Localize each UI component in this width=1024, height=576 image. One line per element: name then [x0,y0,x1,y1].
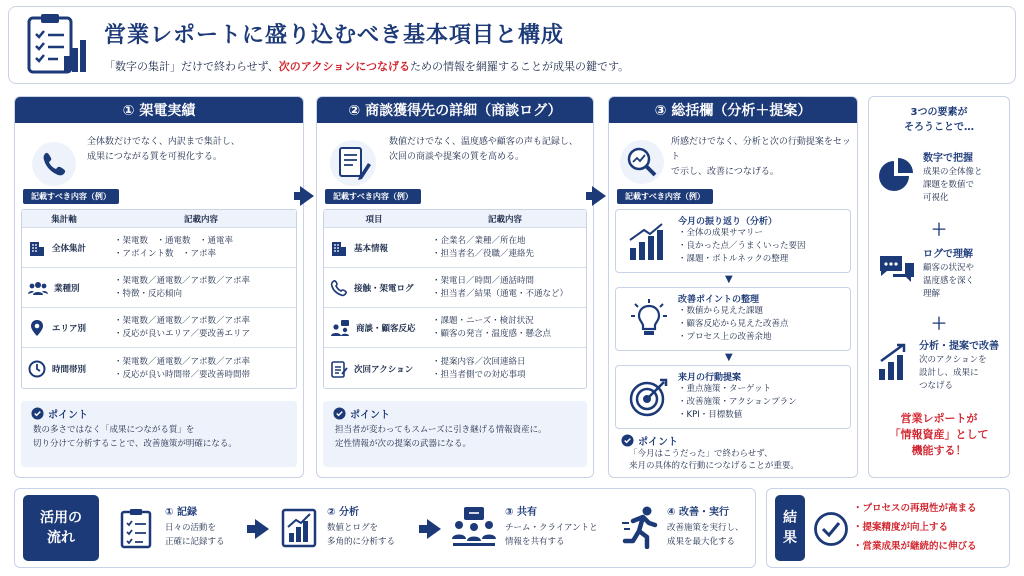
lightbulb-icon [630,298,668,340]
subtitle-highlight: 次のアクションにつなげる [278,60,411,73]
section-summary [608,96,858,478]
section-description: 全体数だけでなく、内訳まで集計し、 成果につながる質を可視化する。 [87,137,240,162]
table-row: 全体集計 ・架電数 ・通電数 ・通電率 ・アポイント数 ・アポ率 [22,227,296,267]
table-header: 集計軸 記載内容 [22,210,296,227]
target-icon [628,376,670,418]
analysis-chart-icon [281,507,319,549]
flow-arrow [247,519,269,539]
result-item: ・営業成果が継続的に伸びる [853,541,977,552]
flow-arrow [586,186,606,206]
location-pin-icon [28,319,46,337]
content-tag: 記載すべき内容（例） [325,189,421,204]
check-circle-icon [813,511,849,547]
pie-chart-icon [877,157,915,195]
table-row: 次回アクション ・提案内容／次回連絡日 ・担当者側での対応事項 [324,347,586,389]
content-table [323,209,587,389]
flow-arrow [419,519,441,539]
point-box: ポイント 担当者が変わってもスムーズに引き継げる情報資産に。 定性情報が次の提案の武器になる。 [323,401,587,467]
summary-box: 来月の行動提案 ・重点施策・ターゲット ・改善施策・アクションプラン ・KPI・目標数値 [615,365,851,429]
clipboard-icon [119,507,155,549]
section-title: ② 商談獲得先の詳細（商談ログ） [317,97,593,123]
table-row: 商談・顧客反応 ・課題・ニーズ・検討状況 ・顧客の発言・温度感・懸念点 [324,307,586,347]
phone-icon [330,279,348,297]
growth-chart-icon [628,222,668,262]
result-item: ・提案精度が向上する [853,522,949,533]
clock-icon [28,360,46,378]
summary-box: 改善ポイントの整理 ・数値から見えた課題 ・顧客反応から見えた改善点 ・プロセス上の改善余地 [615,287,851,351]
side-heading: 3つの要素が そろうことで… [904,107,974,133]
flow-arrow [294,186,314,206]
table-row: 接触・架電ログ ・架電日／時間／通話時間 ・担当者／結果（通電・不通など） [324,267,586,307]
section-call-results [14,96,304,478]
down-arrow-icon: ▼ [725,274,733,285]
usage-flow-panel: 活用の 流れ ① 記録 日々の活動を 正確に記録する ② 分析 数値とログを 多角的に分析する ③ 共有 チーム・クライアントと 情報を共有する ④ 改善・実行 改善施策を実行し、 成果を最大化する [14,488,756,568]
plus-sign: ＋ [930,220,947,239]
check-badge-icon [621,434,634,447]
table-header: 項目 記載内容 [324,210,586,227]
result-label: 結 果 [775,495,805,561]
content-table [21,209,297,389]
section-title: ① 架電実績 [15,97,303,123]
page-title: 営業レポートに盛り込むべき基本項目と構成 [104,23,565,48]
result-panel [766,488,1010,568]
chat-icon [877,253,917,289]
plus-sign: ＋ [930,314,947,333]
down-arrow-icon: ▼ [725,352,733,363]
check-badge-icon [31,407,44,420]
section-title: ③ 総括欄（分析＋提案） [609,97,857,123]
point-box: ポイント 数の多さではなく「成果につながる質」を 切り分けて分析することで、改善施策が明確になる。 [21,401,297,467]
section-deal-log [316,96,594,478]
phone-icon [31,141,77,187]
runner-icon [621,505,661,549]
page-subtitle: 「数字の集計」だけで終わらせず、次のアクションにつなげるための情報を網羅することが成果の鍵です。 [104,60,630,73]
magnifier-chart-icon [619,139,665,185]
people-icon [28,279,48,297]
table-row: エリア別 ・架電数／通電数／アポ数／アポ率 ・反応が良いエリア／要改善エリア [22,307,296,347]
section-description: 所感だけでなく、分析と次の行動提案をセット で示し、改善につなげる。 [671,137,851,177]
section-description: 数値だけでなく、温度感や顧客の声も記録し、 次回の商談や提案の質を高める。 [389,137,578,162]
team-share-icon [451,505,497,549]
building-icon [28,239,46,257]
summary-box: 今月の振り返り（分析） ・全体の成果サマリー ・良かった点／うまくいった要因 ・課題・ボトルネックの整理 [615,209,851,273]
clipboard-chart-icon [26,12,88,78]
result-list [853,499,977,556]
table-row: 業種別 ・架電数／通電数／アポ数／アポ率 ・特徴・反応傾向 [22,267,296,307]
table-row: 基本情報 ・企業名／業種／所在地 ・担当者名／役職／連絡先 [324,227,586,267]
bar-growth-icon [877,343,913,381]
check-badge-icon [333,407,346,420]
meeting-icon [330,319,350,337]
point-box: ポイント 「今月はこうだった」で終わらせず、 来月の具体的な行動につなげることが重要。 [615,433,851,473]
content-tag: 記載すべき内容（例） [23,189,119,204]
side-conclusion: 営業レポートが 「情報資産」として 機能する！ [889,412,989,457]
document-pen-icon [329,139,377,187]
checklist-icon [330,360,348,378]
flow-label: 活用の 流れ [23,495,99,561]
content-tag: 記載すべき内容（例） [617,189,713,204]
table-row: 時間帯別 ・架電数／通電数／アポ数／アポ率 ・反応が良い時間帯／要改善時間帯 [22,347,296,389]
result-item: ・プロセスの再現性が高まる [853,503,977,514]
side-summary-panel: 3つの要素が そろうことで… 数字で把握 成果の全体像と 課題を数値で 可視化 ＋ ログで理解 顧客の状況や 温度感を深く 理解 ＋ 分析・提案で改善 次のアクションを 設計し、成果に つなげる 営業レポートが 「情報資産」として 機能する！ [868,96,1010,478]
building-icon [330,239,348,257]
